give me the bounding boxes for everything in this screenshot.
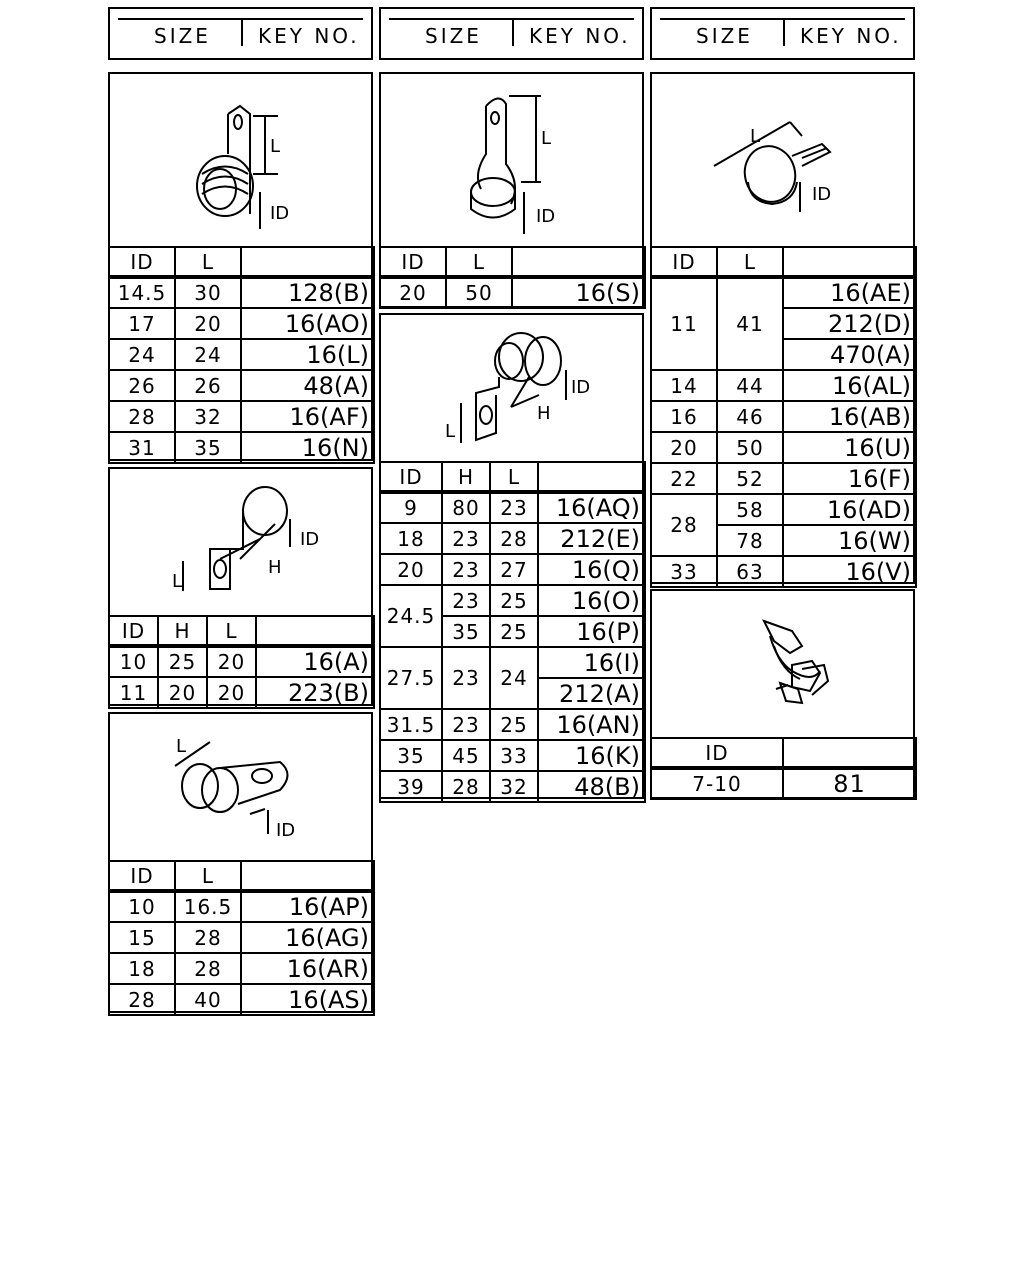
cell-key: 16(AO) (241, 308, 374, 339)
table-row (380, 771, 645, 802)
l-label: L (176, 736, 187, 757)
table-row (109, 891, 374, 922)
cell-key: 16(V) (783, 556, 916, 587)
clip-table-5 (379, 461, 646, 803)
table-row (109, 953, 374, 984)
table-row (380, 740, 645, 771)
col-header-id: ID (109, 247, 175, 277)
id-label: ID (571, 377, 591, 398)
cell-l: 28 (490, 523, 538, 554)
l-label: L (172, 571, 183, 592)
col-header-key (783, 738, 916, 768)
cell-id: 28 (109, 984, 175, 1015)
clip-panel-5 (379, 313, 644, 799)
cell-key: 470(A) (783, 339, 916, 370)
table-row (109, 401, 374, 432)
cell-id: 10 (109, 891, 175, 922)
col-header-l: L (207, 616, 256, 646)
id-label: ID (270, 203, 290, 224)
cell-l: 50 (446, 277, 512, 308)
cell-id: 14 (651, 370, 717, 401)
cell-key: 16(K) (538, 740, 645, 771)
l-label: L (270, 136, 281, 157)
cell-key: 16(P) (538, 616, 645, 647)
cell-l: 40 (175, 984, 241, 1015)
cell-id: 31.5 (380, 709, 442, 740)
cell-id: 18 (380, 523, 442, 554)
col-header-id: ID (380, 462, 442, 492)
clip-diagram-2 (110, 469, 371, 614)
col-header-key (241, 861, 374, 891)
cell-id: 35 (380, 740, 442, 771)
col-header-key (783, 247, 916, 277)
cell-l: 33 (490, 740, 538, 771)
col-header-h: H (158, 616, 207, 646)
clip-diagram-5 (381, 315, 642, 463)
id-label: ID (536, 206, 556, 227)
cell-l: 24 (490, 647, 538, 709)
header-col1 (108, 7, 373, 60)
cell-l: 30 (175, 277, 241, 308)
l-label: L (541, 128, 552, 149)
clip-diagram-6 (652, 74, 913, 246)
cell-l: 28 (175, 953, 241, 984)
size-label: SIZE (696, 24, 753, 48)
table-row (380, 647, 645, 678)
table-row (109, 370, 374, 401)
cell-l: 26 (175, 370, 241, 401)
clip-panel-4 (379, 72, 644, 308)
cell-h: 23 (442, 647, 490, 709)
col-header-id: ID (109, 861, 175, 891)
cell-key: 48(A) (241, 370, 374, 401)
table-row (380, 277, 645, 308)
cell-id: 14.5 (109, 277, 175, 308)
cell-key: 16(A) (256, 646, 374, 677)
cell-key: 223(B) (256, 677, 374, 708)
cell-id: 17 (109, 308, 175, 339)
cell-key: 16(AG) (241, 922, 374, 953)
col-header-l: L (175, 861, 241, 891)
h-label: H (268, 557, 282, 578)
cell-id: 22 (651, 463, 717, 494)
table-row (109, 922, 374, 953)
table-row (380, 523, 645, 554)
cell-l: 23 (490, 492, 538, 523)
cell-id: 24 (109, 339, 175, 370)
cell-id: 18 (109, 953, 175, 984)
col-header-l: L (490, 462, 538, 492)
clip-panel-1 (108, 72, 373, 461)
cell-l: 28 (175, 922, 241, 953)
clip-table-7 (650, 737, 917, 800)
col-header-id: ID (651, 247, 717, 277)
key-label: KEY NO. (258, 24, 360, 48)
cell-key: 48(B) (538, 771, 645, 802)
col-header-key (538, 462, 645, 492)
header-col3 (650, 7, 915, 60)
cell-id: 20 (651, 432, 717, 463)
size-label: SIZE (154, 24, 211, 48)
cell-key: 128(B) (241, 277, 374, 308)
cell-key: 16(AD) (783, 494, 916, 525)
cell-key: 16(AQ) (538, 492, 645, 523)
col-header-id: ID (380, 247, 446, 277)
cell-id: 24.5 (380, 585, 442, 647)
cell-key: 16(Q) (538, 554, 645, 585)
cell-key: 16(N) (241, 432, 374, 463)
cell-id: 10 (109, 646, 158, 677)
cell-id: 26 (109, 370, 175, 401)
cell-h: 23 (442, 709, 490, 740)
cell-key: 16(AN) (538, 709, 645, 740)
cell-id: 28 (109, 401, 175, 432)
cell-h: 45 (442, 740, 490, 771)
id-label: ID (300, 529, 320, 550)
cell-l: 44 (717, 370, 783, 401)
table-row (651, 277, 916, 308)
cell-id: 33 (651, 556, 717, 587)
col-header-l: L (175, 247, 241, 277)
cell-h: 20 (158, 677, 207, 708)
col-header-l: L (446, 247, 512, 277)
cell-key: 16(AS) (241, 984, 374, 1015)
cell-key: 16(AL) (783, 370, 916, 401)
h-label: H (537, 403, 551, 424)
id-label: ID (276, 820, 296, 841)
clip-panel-7 (650, 589, 915, 799)
col-header-key (241, 247, 374, 277)
cell-id: 11 (109, 677, 158, 708)
table-row (109, 277, 374, 308)
cell-key: 16(AR) (241, 953, 374, 984)
col-header-key (512, 247, 645, 277)
table-row (109, 677, 374, 708)
clip-diagram-1 (110, 74, 371, 254)
cell-l: 32 (490, 771, 538, 802)
cell-l: 78 (717, 525, 783, 556)
cell-key: 16(AB) (783, 401, 916, 432)
cell-key: 212(E) (538, 523, 645, 554)
header-col2 (379, 7, 644, 60)
cell-l: 25 (490, 709, 538, 740)
key-label: KEY NO. (529, 24, 631, 48)
cell-l: 35 (175, 432, 241, 463)
table-row (109, 646, 374, 677)
table-row (380, 554, 645, 585)
cell-id: 16 (651, 401, 717, 432)
cell-id: 28 (651, 494, 717, 556)
cell-l: 41 (717, 277, 783, 370)
cell-key: 16(S) (512, 277, 645, 308)
cell-key: 16(U) (783, 432, 916, 463)
cell-l: 16.5 (175, 891, 241, 922)
cell-key: 16(L) (241, 339, 374, 370)
table-row (109, 308, 374, 339)
col-header-id: ID (109, 616, 158, 646)
table-row (380, 492, 645, 523)
cell-h: 35 (442, 616, 490, 647)
clip-diagram-7 (652, 591, 913, 739)
cell-id: 39 (380, 771, 442, 802)
cell-l: 50 (717, 432, 783, 463)
table-row (109, 984, 374, 1015)
col-header-key (256, 616, 374, 646)
clip-table-3 (108, 860, 375, 1016)
table-row (651, 463, 916, 494)
cell-l: 20 (175, 308, 241, 339)
cell-id: 15 (109, 922, 175, 953)
cell-l: 63 (717, 556, 783, 587)
cell-h: 25 (158, 646, 207, 677)
clip-panel-3 (108, 712, 373, 1013)
cell-l: 58 (717, 494, 783, 525)
clip-table-4 (379, 246, 646, 309)
cell-id: 9 (380, 492, 442, 523)
table-row (651, 401, 916, 432)
l-label: L (750, 126, 761, 147)
cell-l: 25 (490, 585, 538, 616)
size-label: SIZE (425, 24, 482, 48)
cell-id: 11 (651, 277, 717, 370)
cell-key: 16(O) (538, 585, 645, 616)
table-row (380, 585, 645, 616)
table-row (651, 556, 916, 587)
cell-key: 16(AE) (783, 277, 916, 308)
id-label: ID (812, 184, 832, 205)
key-label: KEY NO. (800, 24, 902, 48)
cell-h: 23 (442, 585, 490, 616)
cell-l: 25 (490, 616, 538, 647)
cell-key: 16(AF) (241, 401, 374, 432)
cell-h: 80 (442, 492, 490, 523)
clip-panel-6 (650, 72, 915, 584)
cell-key: 16(F) (783, 463, 916, 494)
table-row (651, 370, 916, 401)
cell-id: 20 (380, 277, 446, 308)
col-header-l: L (717, 247, 783, 277)
cell-l: 32 (175, 401, 241, 432)
cell-l: 52 (717, 463, 783, 494)
cell-l: 46 (717, 401, 783, 432)
cell-id: 27.5 (380, 647, 442, 709)
cell-l: 24 (175, 339, 241, 370)
table-row (109, 432, 374, 463)
table-row (380, 709, 645, 740)
cell-h: 23 (442, 554, 490, 585)
col-header-id: ID (651, 738, 783, 768)
table-row (651, 432, 916, 463)
clip-panel-2 (108, 467, 373, 706)
cell-key: 81 (783, 768, 916, 799)
clip-table-6 (650, 246, 917, 588)
cell-id: 31 (109, 432, 175, 463)
cell-l: 27 (490, 554, 538, 585)
clip-diagram-3 (110, 714, 371, 859)
cell-key: 212(A) (538, 678, 645, 709)
cell-l: 20 (207, 646, 256, 677)
cell-key: 212(D) (783, 308, 916, 339)
table-row (109, 339, 374, 370)
clip-table-1 (108, 246, 375, 464)
cell-h: 28 (442, 771, 490, 802)
table-row (651, 768, 916, 799)
cell-key: 16(W) (783, 525, 916, 556)
cell-key: 16(I) (538, 647, 645, 678)
cell-id: 20 (380, 554, 442, 585)
col-header-h: H (442, 462, 490, 492)
cell-id: 7-10 (651, 768, 783, 799)
table-row (651, 494, 916, 525)
clip-diagram-4 (381, 74, 642, 246)
clip-table-2 (108, 615, 375, 709)
cell-h: 23 (442, 523, 490, 554)
cell-l: 20 (207, 677, 256, 708)
l-label: L (445, 421, 456, 442)
cell-key: 16(AP) (241, 891, 374, 922)
